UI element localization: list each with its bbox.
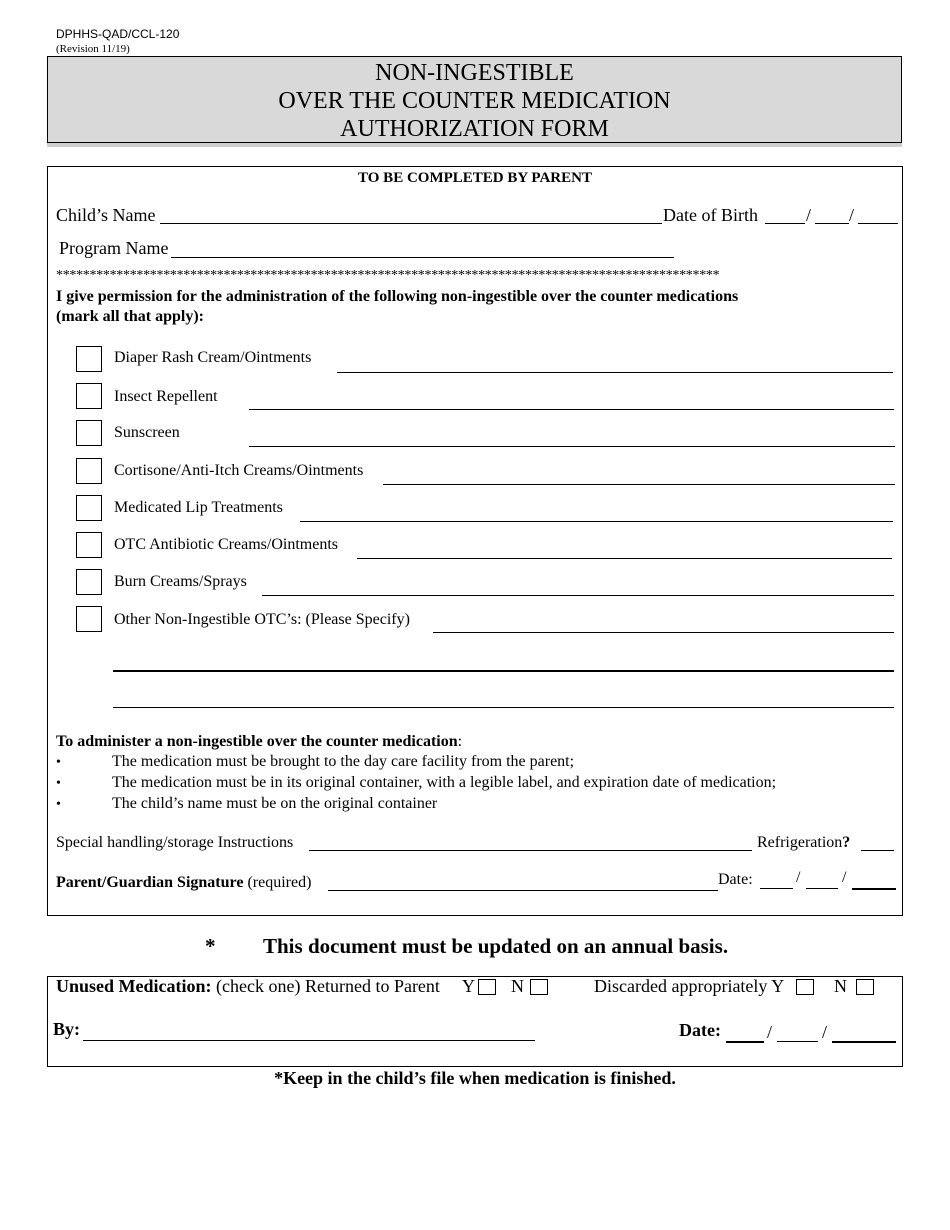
unused-date-slash-2: / — [822, 1022, 828, 1042]
med-field-diaper-rash[interactable] — [337, 372, 893, 373]
dob-slash-2: / — [849, 205, 855, 225]
dob-slash-1: / — [806, 205, 812, 225]
program-name-label: Program Name — [59, 238, 169, 258]
instructions-heading-text: To administer a non-ingestible over the counter medication — [56, 733, 458, 750]
instructions-heading — [56, 733, 462, 751]
other-specify-line-1[interactable] — [113, 670, 894, 672]
by-label: By: — [53, 1019, 80, 1039]
instruction-item-3: The child’s name must be on the original container — [112, 795, 438, 812]
keep-in-file-note: *Keep in the child’s file when medication is finished. — [274, 1068, 676, 1088]
unused-medication-label — [56, 976, 440, 997]
permission-line-2: (mark all that apply): — [56, 308, 204, 325]
signature-date-month[interactable] — [760, 888, 793, 889]
checkbox-insect-repellent[interactable] — [76, 383, 102, 409]
revision-label: (Revision 11/19) — [56, 43, 130, 55]
title-line-3: AUTHORIZATION FORM — [340, 116, 609, 142]
refrigeration-label — [757, 834, 850, 852]
bullet-1: • — [56, 755, 61, 770]
discarded-yes-checkbox[interactable] — [796, 979, 814, 995]
refrigeration-text: Refrigeration — [757, 834, 843, 851]
signature-field[interactable] — [328, 890, 718, 891]
signature-date-day[interactable] — [806, 888, 838, 889]
unused-date-day[interactable] — [777, 1041, 818, 1042]
refrigeration-question: ? — [842, 834, 851, 851]
signature-date-slash-2: / — [842, 869, 847, 886]
title-box — [47, 56, 902, 143]
dob-year-field[interactable] — [858, 223, 898, 224]
discarded-label: Discarded appropriately Y — [594, 976, 785, 996]
instruction-item-2: The medication must be in its original container, with a legible label, and expiration date of medication; — [112, 774, 777, 791]
instruction-item-1: The medication must be brought to the day care facility from the parent; — [112, 753, 575, 770]
special-handling-field[interactable] — [309, 850, 752, 851]
returned-no-checkbox[interactable] — [530, 979, 548, 995]
checkbox-cortisone[interactable] — [76, 458, 102, 484]
checkbox-other[interactable] — [76, 606, 102, 632]
discarded-n-label: N — [834, 976, 847, 996]
notice-text: This document must be updated on an annual basis. — [263, 934, 729, 958]
med-field-insect-repellent[interactable] — [249, 409, 894, 410]
special-handling-label: Special handling/storage Instructions — [56, 834, 294, 851]
dob-month-field[interactable] — [765, 223, 805, 224]
med-field-sunscreen[interactable] — [249, 446, 895, 447]
title-line-2: OVER THE COUNTER MEDICATION — [278, 88, 671, 114]
med-label-insect-repellent: Insect Repellent — [114, 388, 218, 405]
med-field-lip-treatments[interactable] — [300, 521, 893, 522]
discarded-no-checkbox[interactable] — [856, 979, 874, 995]
unused-date-month[interactable] — [726, 1041, 764, 1043]
med-field-antibiotic[interactable] — [357, 558, 892, 559]
med-label-cortisone: Cortisone/Anti-Itch Creams/Ointments — [114, 462, 364, 479]
other-specify-line-2[interactable] — [113, 707, 894, 708]
dob-label: Date of Birth — [663, 205, 758, 225]
dob-day-field[interactable] — [815, 223, 849, 224]
med-label-diaper-rash: Diaper Rash Cream/Ointments — [114, 349, 312, 366]
signature-label-required: (required) — [247, 874, 312, 891]
med-label-burn-creams: Burn Creams/Sprays — [114, 573, 247, 590]
childs-name-label: Child’s Name — [56, 205, 156, 225]
checkbox-diaper-rash[interactable] — [76, 346, 102, 372]
med-label-antibiotic: OTC Antibiotic Creams/Ointments — [114, 536, 338, 553]
bullet-3: • — [56, 797, 61, 812]
title-line-1: NON-INGESTIBLE — [375, 60, 574, 86]
checkbox-antibiotic[interactable] — [76, 532, 102, 558]
bullet-2: • — [56, 776, 61, 791]
signature-date-slash-1: / — [796, 869, 801, 886]
checkbox-lip-treatments[interactable] — [76, 495, 102, 521]
returned-yes-checkbox[interactable] — [478, 979, 496, 995]
med-label-lip-treatments: Medicated Lip Treatments — [114, 499, 283, 516]
unused-date-slash-1: / — [767, 1022, 773, 1042]
section-heading: TO BE COMPLETED BY PARENT — [358, 170, 592, 186]
by-field[interactable] — [83, 1040, 535, 1041]
refrigeration-field[interactable] — [861, 850, 894, 851]
program-name-field[interactable] — [171, 257, 674, 258]
unused-medication-rest: (check one) Returned to Parent — [216, 976, 440, 996]
signature-date-label: Date: — [718, 871, 753, 888]
childs-name-field[interactable] — [160, 223, 662, 224]
unused-medication-bold: Unused Medication: — [56, 976, 212, 996]
med-field-cortisone[interactable] — [383, 484, 895, 485]
med-field-burn-creams[interactable] — [262, 595, 894, 596]
returned-n-label: N — [511, 976, 524, 996]
unused-date-year[interactable] — [832, 1041, 896, 1043]
med-label-other: Other Non-Ingestible OTC’s: (Please Specify) — [114, 611, 410, 628]
instructions-heading-colon: : — [457, 733, 463, 750]
form-code: DPHHS-QAD/CCL-120 — [56, 27, 180, 41]
signature-label — [56, 874, 311, 892]
checkbox-burn-creams[interactable] — [76, 569, 102, 595]
signature-date-year[interactable] — [852, 888, 896, 890]
returned-y-label: Y — [462, 976, 475, 996]
unused-date-label: Date: — [679, 1020, 721, 1040]
checkbox-sunscreen[interactable] — [76, 420, 102, 446]
notice-star: * — [205, 934, 216, 958]
signature-label-bold: Parent/Guardian Signature — [56, 874, 244, 891]
med-label-sunscreen: Sunscreen — [114, 424, 180, 441]
separator-stars: *************************************************************************************************** — [56, 268, 720, 283]
permission-line-1: I give permission for the administration of the following non-ingestible over the counter medications — [56, 288, 739, 305]
med-field-other[interactable] — [433, 632, 894, 633]
